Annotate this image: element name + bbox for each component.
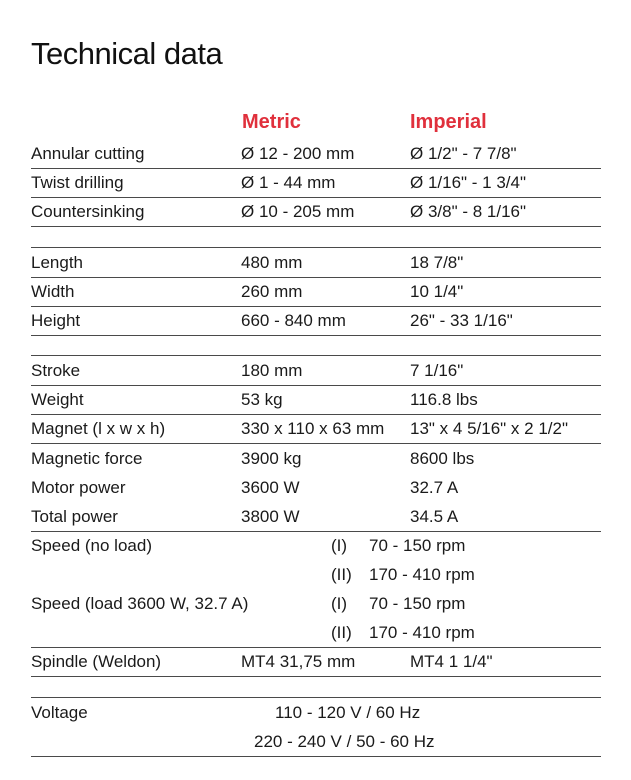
spec-label: Voltage xyxy=(31,703,88,722)
speed-label: Speed (load 3600 W, 32.7 A) xyxy=(31,594,249,613)
spec-metric: 3600 W xyxy=(241,478,300,497)
spec-row-stroke xyxy=(31,356,601,385)
spec-row-countersinking xyxy=(31,197,601,226)
spec-label: Height xyxy=(31,311,81,330)
spec-row-motor-power xyxy=(31,473,601,502)
divider xyxy=(31,335,601,336)
spec-row-total-power xyxy=(31,502,601,531)
spec-row-length xyxy=(31,248,601,277)
spec-label: Twist drilling xyxy=(31,173,124,192)
imperial-header: Imperial xyxy=(410,111,487,133)
metric-header: Metric xyxy=(242,111,301,133)
spec-imperial: MT4 1 1/4" xyxy=(410,652,493,671)
spec-metric: 660 - 840 mm xyxy=(241,311,346,330)
voltage-value: 220 - 240 V / 50 - 60 Hz xyxy=(254,732,435,751)
divider xyxy=(31,676,601,677)
spec-metric: 53 kg xyxy=(241,390,283,409)
spec-row-magnet xyxy=(31,414,601,443)
speed-gear: (I) xyxy=(331,536,348,555)
spec-imperial: Ø 3/8" - 8 1/16" xyxy=(410,202,527,221)
speed-gear: (II) xyxy=(331,565,352,584)
spec-label: Stroke xyxy=(31,361,81,380)
speed-row-load-2 xyxy=(31,618,601,647)
spec-metric: 3800 W xyxy=(241,507,300,526)
spec-metric: 480 mm xyxy=(241,253,303,272)
page-title: Technical data xyxy=(31,36,223,71)
spec-metric: Ø 1 - 44 mm xyxy=(241,173,336,192)
spec-imperial: 116.8 lbs xyxy=(410,390,478,409)
spec-imperial: 8600 lbs xyxy=(410,449,475,468)
speed-value: 170 - 410 rpm xyxy=(369,565,475,584)
spec-imperial: 13" x 4 5/16" x 2 1/2" xyxy=(410,419,568,438)
speed-value: 170 - 410 rpm xyxy=(369,623,475,642)
spec-imperial: 7 1/16" xyxy=(410,361,464,380)
spec-label: Magnetic force xyxy=(31,449,143,468)
divider xyxy=(31,756,601,757)
spec-label: Weight xyxy=(31,390,84,409)
spec-label: Width xyxy=(31,282,75,301)
spec-label: Total power xyxy=(31,507,118,526)
spec-row-weight xyxy=(31,385,601,414)
speed-gear: (I) xyxy=(331,594,348,613)
divider xyxy=(31,226,601,227)
spec-metric: 180 mm xyxy=(241,361,303,380)
spec-label: Length xyxy=(31,253,83,272)
spec-row-width xyxy=(31,277,601,306)
spec-imperial: Ø 1/2" - 7 7/8" xyxy=(410,144,517,163)
spec-metric: 260 mm xyxy=(241,282,303,301)
spec-label: Spindle (Weldon) xyxy=(31,652,162,671)
spec-row-twist-drilling xyxy=(31,168,601,197)
spec-label: Magnet (l x w x h) xyxy=(31,419,166,438)
speed-row-no-load-2 xyxy=(31,560,601,589)
spec-metric: 330 x 110 x 63 mm xyxy=(241,419,385,438)
spec-label: Motor power xyxy=(31,478,126,497)
spec-metric: MT4 31,75 mm xyxy=(241,652,356,671)
spec-label: Annular cutting xyxy=(31,144,145,163)
speed-row-load-1 xyxy=(31,589,601,618)
spec-imperial: 26" - 33 1/16" xyxy=(410,311,513,330)
spec-metric: 3900 kg xyxy=(241,449,302,468)
voltage-value: 110 - 120 V / 60 Hz xyxy=(275,703,421,722)
speed-row-no-load-1 xyxy=(31,531,601,560)
speed-label: Speed (no load) xyxy=(31,536,152,555)
speed-value: 70 - 150 rpm xyxy=(369,536,466,555)
speed-gear: (II) xyxy=(331,623,352,642)
spec-row-voltage-2 xyxy=(31,727,601,756)
spec-row-height xyxy=(31,306,601,335)
spec-imperial: 34.5 A xyxy=(410,507,459,526)
spec-label: Countersinking xyxy=(31,202,145,221)
spec-imperial: 32.7 A xyxy=(410,478,459,497)
spec-row-annular-cutting xyxy=(31,139,601,168)
spec-row-magnetic-force xyxy=(31,444,601,473)
spec-imperial: Ø 1/16" - 1 3/4" xyxy=(410,173,527,192)
spec-row-voltage-1 xyxy=(31,698,601,727)
spec-imperial: 10 1/4" xyxy=(410,282,464,301)
spec-imperial: 18 7/8" xyxy=(410,253,464,272)
spec-metric: Ø 12 - 200 mm xyxy=(241,144,355,163)
spec-row-spindle xyxy=(31,647,601,676)
speed-value: 70 - 150 rpm xyxy=(369,594,466,613)
spec-metric: Ø 10 - 205 mm xyxy=(241,202,355,221)
